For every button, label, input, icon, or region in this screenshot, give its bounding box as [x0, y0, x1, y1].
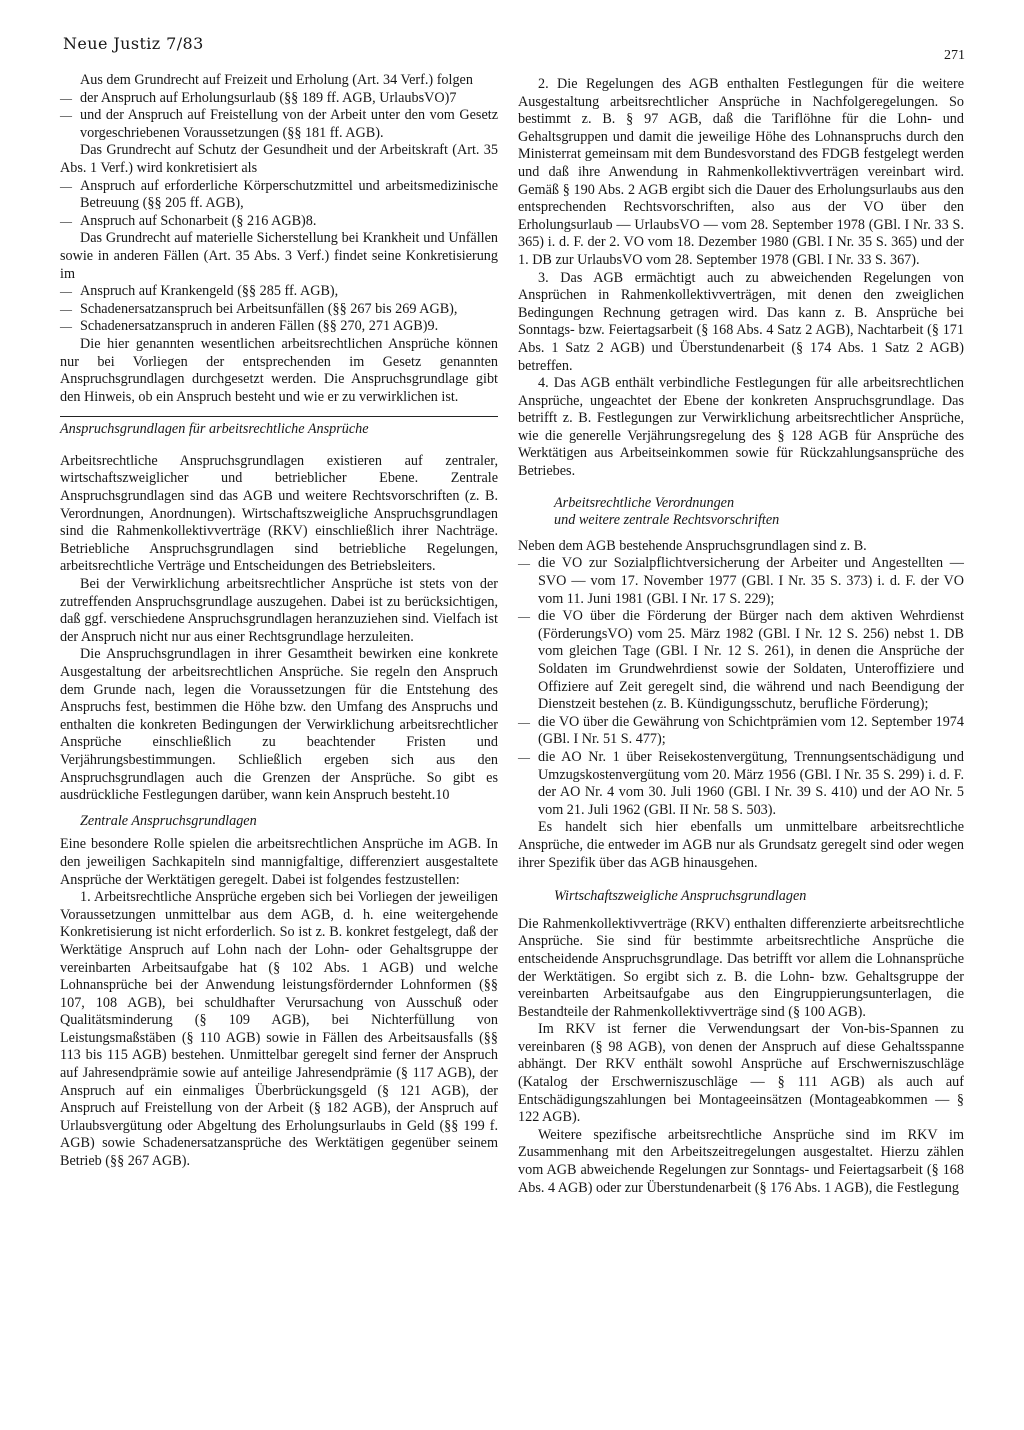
- left-column: [60, 72, 498, 1171]
- journal-header: Neue Justiz 7/83: [63, 34, 204, 53]
- paragraph: Aus dem Grundrecht auf Freizeit und Erholung (Art. 34 Verf.) folgen: [80, 72, 473, 88]
- list-item: — und der Anspruch auf Freistellung von der Arbeit unter den vom Gesetz vorgeschriebenen Voraussetzungen (§§ 181 ff. AGB).: [60, 107, 498, 142]
- heading-line: und weitere zentrale Rechtsvorschriften: [554, 512, 780, 529]
- sicherstellung-list: [60, 283, 498, 336]
- page-number: 271: [944, 48, 965, 63]
- section-divider: [60, 416, 498, 417]
- paragraph: Bei der Verwirklichung arbeitsrechtlicher Ansprüche ist stets von der zutreffenden Anspruchsgrundlage auszugehen. Dabei ist zu berücksichtigen, daß ggf. verschiedene Anspruchsgrundlagen heranzuziehen sind. Vielfach ist der Anspruch nicht nur aus einer Rechtsgrundlage herzuleiten.: [60, 576, 498, 645]
- paragraph: Im RKV ist ferner die Verwendungsart der Von-bis-Spannen zu vereinbaren (§ 98 AGB), von denen der Anspruch auf diese Gehaltsspanne abhängt. Der RKV enthält sowohl Ansprüche auf Erschwerniszuschläge (Katalog der Erschwerniszuschläge — § 111 AGB) als auch auf Entschädigungszahlungen bei Montageeinsätzen (Montageabkommen — § 122 AGB).: [518, 1021, 964, 1126]
- heading-line: Arbeitsrechtliche Verordnungen: [554, 494, 735, 511]
- paragraph: Das Grundrecht auf materielle Sicherstellung bei Krankheit und Unfällen sowie in anderen Fällen (Art. 35 Abs. 3 Verf.) findet seine Konkretisierung im: [60, 230, 498, 282]
- list-item: — die VO zur Sozialpflichtversicherung der Arbeiter und Angestellten — SVO — vom 17. November 1977 (GBl. I Nr. 35 S. 373) i. d. F. der VO vom 11. Juni 1981 (GBl. I Nr. 17 S. 229);: [518, 555, 964, 608]
- paragraph: Es handelt sich hier ebenfalls um unmittelbare arbeitsrechtliche Ansprüche, die entweder im AGB nur als Grundsatz geregelt sind oder wegen ihrer Spezifik über das AGB hinausgehen.: [518, 819, 964, 871]
- list-item: — die VO über die Förderung der Bürger nach dem aktiven Wehrdienst (FörderungsVO) vom 25. März 1982 (GBl. I Nr. 12 S. 256) nebst 1. DB vom gleichen Tage (GBl. I Nr. 12 S. 261), in denen die Ansprüche der Soldaten im Grundwehrdienst sowie der Soldaten, Unteroffiziere und Offiziere auf Zeit geregelt sind, die während und nach Beendigung der Dienstzeit bestehen (z. B. Kündigungsschutz, berufliche Förderung);: [518, 608, 964, 714]
- list-item: — Anspruch auf Schonarbeit (§ 216 AGB)8.: [60, 213, 498, 231]
- subsection-heading: [554, 495, 964, 530]
- paragraph: 3. Das AGB ermächtigt auch zu abweichenden Regelungen von Ansprüchen in Rahmenkollektivverträgen, mit denen den zweiglichen Bedingungen Rechnung getragen wird. Das kann z. B. Ansprüche bei Sonntags- bzw. Feiertagsarbeit (§ 168 Abs. 4 Satz 2 AGB), Nachtarbeit (§ 171 Abs. 1 Satz 2 AGB) und Überstundenarbeit (§ 174 Abs. 1 Satz 2 AGB) betreffen.: [518, 269, 964, 374]
- freizeit-list: [60, 90, 498, 143]
- list-item: — Schadenersatzanspruch bei Arbeitsunfällen (§§ 267 bis 269 AGB),: [60, 301, 498, 319]
- list-item: — Schadenersatzanspruch in anderen Fällen (§§ 270, 271 AGB)9.: [60, 318, 498, 336]
- paragraph: 1. Arbeitsrechtliche Ansprüche ergeben sich bei Vorliegen der jeweiligen Voraussetzungen unmittelbar aus dem AGB, d. h. eine weitergehende Konkretisierung ist nicht erforderlich. So ist z. B. konkret festgelegt, daß der Werktätige Anspruch auf Lohn nach der Lohn- oder Gehaltsgruppe der vereinbarten Arbeitsaufgabe hat (§ 102 Abs. 1 AGB) und welche Lohnansprüche bei der Anwendung leistungsfördernder Lohnformen (§§ 107, 108 AGB), bei schuldhafter Verursachung von Ausschuß oder Qualitätsminderung (§ 109 AGB), bei Nichterfüllung von Leistungsmaßstäben (§ 110 AGB) sowie in Fällen des Arbeitsausfalls (§§ 113 bis 115 AGB) bestehen. Unmittelbar geregelt sind ferner der Anspruch auf Jahresendprämie sowie auf anteilige Jahresendprämie (§ 117 AGB), der Anspruch auf ein einmaliges Überbrückungsgeld (§ 121 AGB), der Anspruch auf Freistellung von der Arbeit (§ 182 AGB), der Anspruch auf Urlaubsvergütung oder Abgeltung des Erholungsurlaubs in Geld (§§ 199 f. AGB) sowie Schadenersatzansprüche des Werktätigen gegenüber seinem Betrieb (§§ 267 AGB).: [60, 889, 498, 1170]
- gesundheit-list: [60, 178, 498, 231]
- paragraph: Die Rahmenkollektivverträge (RKV) enthalten differenzierte arbeitsrechtliche Ansprüche. Sie sind für bestimmte arbeitsrechtliche Ansprüche die entscheidende Anspruchsgrundlage. Das betrifft vor allem die Lohnansprüche der Werktätigen. So ergibt sich z. B. die Lohn- bzw. Gehaltsgruppe der vereinbarten Arbeitsaufgabe aus den Eingruppierungsunterlagen, die Bestandteile der Rahmenkollektivverträge sind (§ 100 AGB).: [518, 915, 964, 1020]
- paragraph: 4. Das AGB enthält verbindliche Festlegungen für alle arbeitsrechtlichen Ansprüche, ungeachtet der Ebene der konkreten Anspruchsgrundlage. Das betrifft z. B. Festlegungen zur Verwirklichung arbeitsrechtlicher Ansprüche, wie die generelle Verjährungsregelung des § 128 AGB für Ansprüche des Werktätigen aus Arbeitseinkommen sowie für Rückzahlungsansprüche des Betriebes.: [518, 375, 964, 480]
- paragraph: Die hier genannten wesentlichen arbeitsrechtlichen Ansprüche können nur bei Vorliegen der entsprechenden im Gesetz genannten Anspruchsgrundlagen durchgesetzt werden. Die Anspruchsgrundlage gibt den Hinweis, ob ein Anspruch besteht und wie er zu verwirklichen ist.: [60, 335, 498, 405]
- list-item: — die AO Nr. 1 über Reisekostenvergütung, Trennungsentschädigung und Umzugskostenvergütung vom 20. März 1956 (GBl. I Nr. 35 S. 299) i. d. F. der AO Nr. 4 vom 30. Juli 1960 (GBl. I Nr. 39 S. 410) und der AO Nr. 5 vom 21. Juli 1962 (GBl. II Nr. 58 S. 503).: [518, 749, 964, 819]
- list-item: — Anspruch auf erforderliche Körperschutzmittel und arbeitsmedizinische Betreuung (§§ 205 ff. AGB),: [60, 178, 498, 213]
- section-heading: Anspruchsgrundlagen für arbeitsrechtliche Ansprüche: [60, 421, 369, 438]
- list-item: — Anspruch auf Krankengeld (§§ 285 ff. AGB),: [60, 283, 498, 301]
- list-item: — die VO über die Gewährung von Schichtprämien vom 12. September 1974 (GBl. I Nr. 51 S. 477);: [518, 714, 964, 749]
- paragraph: Die Anspruchsgrundlagen in ihrer Gesamtheit bewirken eine konkrete Ausgestaltung der arbeitsrechtlichen Ansprüche. Sie regeln den Anspruch dem Grunde nach, legen die Voraussetzungen für die Entstehung des Anspruchs fest, bestimmen die Höhe bzw. den Umfang des Anspruchs und enthalten die konkreten Bedingungen der Verwirklichung arbeitsrechtlicher Ansprüche einschließlich zu beachtender Fristen und Verjährungsbestimmungen. Schließlich ergeben sich aus den Anspruchsgrundlagen auch die Grenzen der Ansprüche. So gibt es ausdrückliche Festlegungen darüber, wann kein Anspruch besteht.10: [60, 646, 498, 804]
- paragraph: Neben dem AGB bestehende Anspruchsgrundlagen sind z. B.: [518, 537, 867, 554]
- subsection-heading: Wirtschaftszweigliche Anspruchsgrundlagen: [554, 888, 807, 905]
- paragraph: Arbeitsrechtliche Anspruchsgrundlagen existieren auf zentraler, wirtschaftszweiglicher und betrieblicher Ebene. Zentrale Anspruchsgrundlagen sind das AGB und weitere Rechtsvorschriften (z. B. Verordnungen, Anordnungen). Wirtschaftszweigliche Anspruchsgrundlagen sind die Rahmenkollektivverträge (RKV) einschließlich ihrer Nachträge. Betriebliche Anspruchsgrundlagen sind betriebliche Regelungen, arbeitsrechtliche Verträge und Entscheidungen des Betriebsleiters.: [60, 452, 498, 575]
- paragraph: Weitere spezifische arbeitsrechtliche Ansprüche sind im RKV im Zusammenhang mit den Arbeitszeitregelungen ausgestaltet. Hierzu zählen vom AGB abweichende Regelungen zur Sonntags- und Feiertagsarbeit (§ 168 Abs. 4 AGB) oder zur Überstundenarbeit (§ 176 Abs. 1 AGB), die Festlegung: [518, 1126, 964, 1196]
- rechtsvorschriften-list: [518, 555, 964, 819]
- right-column: [518, 76, 964, 1197]
- list-item: — der Anspruch auf Erholungsurlaub (§§ 189 ff. AGB, UrlaubsVO)7: [60, 90, 498, 108]
- paragraph: Das Grundrecht auf Schutz der Gesundheit und der Arbeitskraft (Art. 35 Abs. 1 Verf.) wird konkretisiert als: [60, 142, 498, 176]
- paragraph: Eine besondere Rolle spielen die arbeitsrechtlichen Ansprüche im AGB. In den jeweiligen Sachkapiteln sind mannigfaltige, differenziert ausgestaltete Ansprüche der Werktätigen geregelt. Dabei ist folgendes festzustellen:: [60, 836, 498, 888]
- paragraph: 2. Die Regelungen des AGB enthalten Festlegungen für die weitere Ausgestaltung arbeitsrechtlicher Ansprüche in Nachfolgeregelungen. So bestimmt z. B. § 97 AGB, daß die Tariflöhne für die Lohn- und Gehaltsgruppen und damit die jeweilige Höhe des Lohnanspruchs durch den Ministerrat gemeinsam mit dem Bundesvorstand des FDGB festgelegt werden und daß ihre Anwendung in Rahmenkollektivverträgen vereinbart wird. Gemäß § 190 Abs. 2 AGB ergibt sich die Dauer des Erholungsurlaubs aus den entsprechenden Rechtsvorschriften, also aus der VO über den Erholungsurlaub — UrlaubsVO — vom 28. September 1978 (GBl. I Nr. 33 S. 365) i. d. F. der 2. VO vom 18. Dezember 1980 (GBl. I Nr. 35 S. 365) und der 1. DB zur UrlaubsVO vom 28. September 1978 (GBl. I Nr. 33 S. 367).: [518, 76, 964, 268]
- subsection-heading: Zentrale Anspruchsgrundlagen: [80, 812, 257, 829]
